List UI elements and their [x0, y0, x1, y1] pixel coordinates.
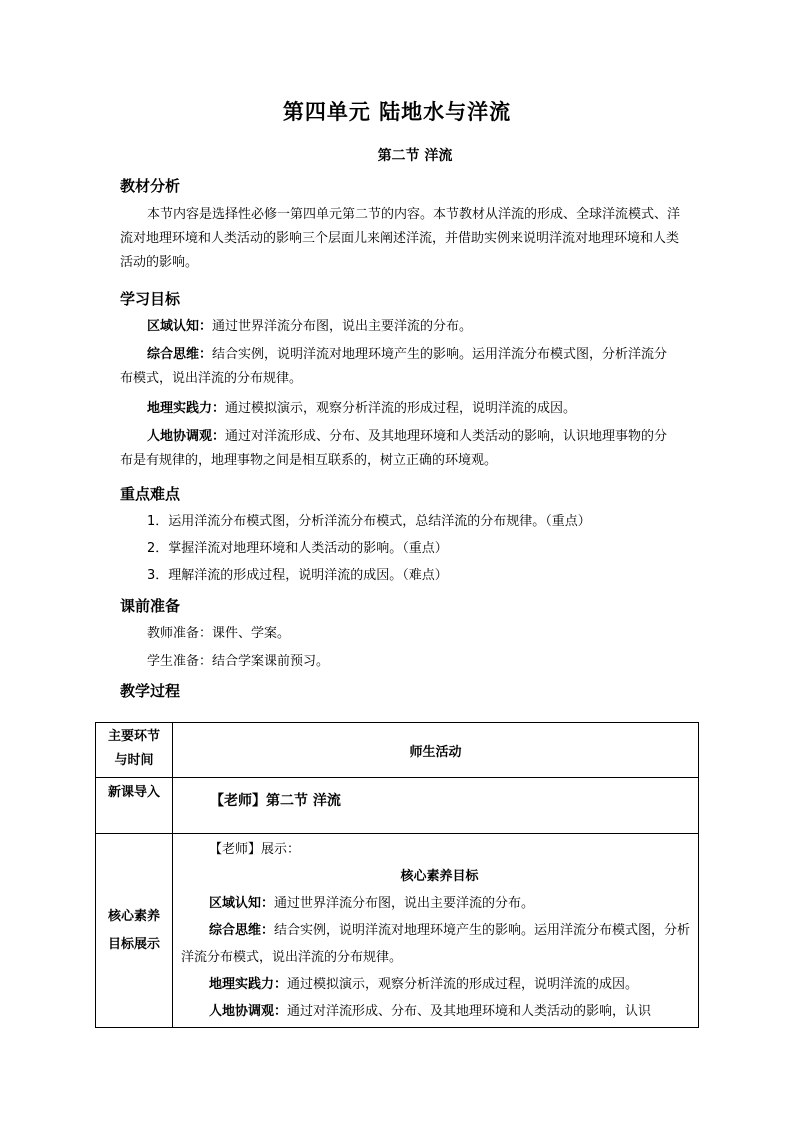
core-goal-label: 人地协调观：: [209, 1004, 288, 1019]
heading-prep: 课前准备: [120, 597, 181, 615]
header-cell-activity: 师生活动: [173, 723, 699, 778]
heading-keypoints: 重点难点: [120, 485, 181, 503]
core-goal-label: 区域认知：: [209, 896, 275, 911]
analysis-paragraph: 本节内容是选择性必修一第四单元第二节的内容。本节教材从洋流的形成、全球洋流模式、洋流对地理环境和人类活动的影响三个层面儿来阐述洋流，并借助实例来说明洋流对地理环境和人类活动的影响。: [120, 207, 681, 270]
keypoint-item: 3．理解洋流的形成过程，说明洋流的成因。（难点）: [147, 568, 448, 583]
activity-text: 第二节 洋流: [266, 793, 341, 809]
goal-label: 区域认知：: [147, 319, 213, 334]
goal-item: [120, 397, 680, 421]
core-goal-item: [181, 917, 698, 971]
core-goal-item: [181, 890, 698, 917]
header-cell-stage: [96, 723, 173, 778]
goal-text: 通过世界洋流分布图，说出主要洋流的分布。: [212, 319, 473, 334]
goal-label: 地理实践力：: [147, 401, 226, 416]
goal-label: 人地协调观：: [147, 429, 226, 444]
student-prep: 学生准备：结合学案课前预习。: [147, 654, 330, 669]
stage-cell: 新课导入: [96, 778, 173, 834]
document-title: 第四单元 陆地水与洋流: [282, 99, 512, 124]
keypoint-item: 2．掌握洋流对地理环境和人类活动的影响。（重点）: [147, 541, 448, 556]
goal-item: [120, 425, 680, 473]
core-goal-item: [181, 998, 698, 1025]
heading-process: 教学过程: [120, 682, 181, 700]
core-goal-label: 地理实践力：: [209, 977, 288, 992]
goal-text: 结合实例，说明洋流对地理环境产生的影响。运用洋流分布模式图，分析洋流分布模式，说出洋流的分布规律。: [120, 347, 668, 386]
teaching-process-table: [95, 722, 699, 1028]
core-goals-title: 核心素养目标: [400, 869, 479, 884]
activity-cell: [173, 778, 699, 834]
goal-item: [120, 315, 680, 339]
core-goal-item: [181, 971, 698, 998]
heading-goals: 学习目标: [120, 290, 181, 308]
goal-text: 通过对洋流形成、分布、及其地理环境和人类活动的影响，认识地理事物的分布是有规律的，地理事物之间是相互联系的，树立正确的环境观。: [120, 429, 668, 468]
table-row: [96, 778, 699, 834]
core-goal-label: 综合思维：: [209, 923, 275, 938]
intro-text: 展示：: [261, 842, 301, 857]
goal-label: 综合思维：: [147, 347, 213, 362]
header-stage-label: 主要环节与时间: [108, 729, 161, 768]
activity-cell: [173, 834, 699, 1028]
table-row: [96, 834, 699, 1028]
keypoint-item: 1．运用洋流分布模式图，分析洋流分布模式，总结洋流的分布规律。（重点）: [147, 514, 591, 529]
goal-item: [120, 343, 680, 391]
heading-analysis: 教材分析: [120, 177, 181, 195]
teacher-prep: 教师准备：课件、学案。: [147, 626, 291, 641]
table-header-row: [96, 723, 699, 778]
goal-text: 通过模拟演示，观察分析洋流的形成过程，说明洋流的成因。: [225, 401, 577, 416]
stage-cell: [96, 834, 173, 1028]
stage-label: 核心素养目标展示: [107, 908, 160, 952]
core-goal-text: 通过世界洋流分布图，说出主要洋流的分布。: [274, 896, 535, 911]
section-subtitle: 第二节 洋流: [377, 148, 453, 164]
core-goal-text: 结合实例，说明洋流对地理环境产生的影响。运用洋流分布模式图，分析洋流分布模式，说出洋流的分布规律。: [181, 923, 691, 965]
activity-intro: [181, 836, 698, 863]
core-goal-text: 通过模拟演示，观察分析洋流的形成过程，说明洋流的成因。: [287, 977, 639, 992]
core-goal-text: 通过对洋流形成、分布、及其地理环境和人类活动的影响，认识: [287, 1004, 652, 1019]
speaker-tag: 【老师】: [209, 842, 262, 857]
speaker-tag: 【老师】: [210, 793, 266, 809]
